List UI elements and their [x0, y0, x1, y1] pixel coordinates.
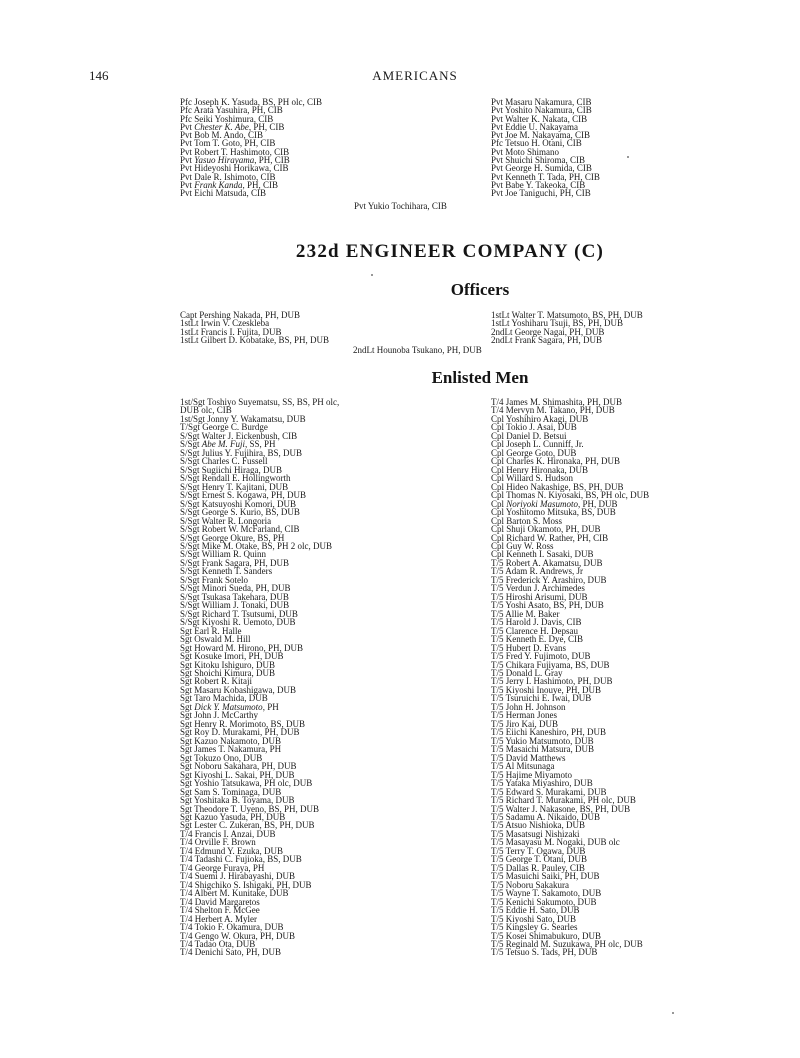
- print-speck: [672, 1012, 674, 1014]
- roster-entry: 1stLt Walter T. Matsumoto, BS, PH, DUB: [491, 310, 643, 320]
- roster-entry: Pvt Babe Y. Takeoka, CIB: [491, 179, 586, 190]
- roster-entry: T/4 James M. Shimashita, PH, DUB: [491, 397, 623, 407]
- roster-entry: Pvt Joe Taniguchi, PH, CIB: [491, 188, 591, 199]
- roster-entry: Pvt Joe M. Nakayama, CIB: [491, 130, 590, 141]
- roster-entry: S/Sgt Frank Sagara, PH, DUB: [180, 557, 290, 568]
- roster-entry: S/Sgt Tsukasa Takehara, DUB: [180, 591, 289, 602]
- roster-entry: S/Sgt Robert W. McFarland, CIB: [180, 524, 300, 535]
- roster-entry: Pvt Masaru Nakamura, CIB: [491, 97, 592, 107]
- roster-entry: Pvt Kenneth T. Tada, PH, CIB: [491, 171, 600, 182]
- enlisted-left-column: [180, 398, 339, 957]
- roster-entry: S/Sgt Charles C. Fussell: [180, 456, 268, 467]
- roster-entry: S/Sgt Henry T. Kajitani, DUB: [180, 481, 289, 492]
- roster-entry: S/Sgt Frank Sotelo: [180, 574, 249, 585]
- roster-entry: Cpl Joseph L. Cunniff, Jr.: [491, 439, 584, 450]
- roster-entry: T/4 Mervyn M. Takano, PH, DUB: [491, 405, 615, 416]
- roster-entry: Pvt Tom T. Goto, PH, CIB: [180, 138, 276, 149]
- roster-entry: T/5 Walter J. Nakasone, BS, PH, DUB: [491, 803, 631, 814]
- company-title: 232d ENGINEER COMPANY (C): [295, 241, 605, 262]
- roster-entry: Sgt Roy D. Murakami, PH, DUB: [180, 727, 300, 738]
- roster-entry: Pvt Yoshito Nakamura, CIB: [491, 105, 592, 116]
- roster-entry: T/5 Herman Jones: [491, 710, 557, 721]
- roster-entry: Sgt Taro Machida, DUB: [180, 693, 268, 704]
- roster-entry: S/Sgt Kiyoshi R. Uemoto, DUB: [180, 617, 296, 628]
- roster-entry: Sgt Henry R. Morimoto, BS, DUB: [180, 718, 306, 729]
- roster-entry: T/5 George T. Otani, DUB: [491, 854, 587, 865]
- roster-entry: T/5 Wayne T. Sakamoto, DUB: [491, 888, 602, 899]
- roster-entry: T/5 Atsuo Nishioka, DUB: [491, 820, 586, 831]
- enlisted-right-column: [491, 398, 649, 957]
- roster-entry: 1st/Sgt Jonny Y. Wakamatsu, DUB: [180, 413, 306, 424]
- roster-entry: Cpl Noriyoki Masumoto, PH, DUB: [491, 498, 618, 509]
- roster-entry: T/5 Adam R. Andrews, Jr: [491, 566, 583, 577]
- roster-entry: T/5 Donald L. Gray: [491, 668, 563, 678]
- roster-entry: S/Sgt Walter R. Longoria: [180, 515, 272, 526]
- roster-entry: Sgt Masaru Kobashigawa, DUB: [180, 684, 296, 695]
- roster-entry: T/5 Yataka Miyashiro, DUB: [491, 778, 593, 789]
- roster-entry: Sgt Theodore T. Uyeno, BS, PH, DUB: [180, 803, 320, 814]
- roster-entry: S/Sgt Minori Sueda, PH, DUB: [180, 583, 291, 594]
- roster-entry: Sgt Yoshitaka B. Toyama, DUB: [180, 795, 295, 806]
- roster-entry: T/5 Richard T. Murakami, PH olc, DUB: [491, 795, 636, 806]
- roster-entry: T/5 Kiyoshi Sato, DUB: [491, 913, 577, 924]
- roster-entry: T/5 Terry T. Ogawa, DUB: [491, 845, 586, 856]
- roster-entry: 1stLt Gilbert D. Kobatake, BS, PH, DUB: [180, 334, 329, 345]
- roster-entry: T/5 Kenichi Sakumoto, DUB: [491, 896, 597, 907]
- roster-entry: Pvt Bob M. Ando, CIB: [180, 130, 264, 141]
- roster-entry: Sgt Yoshio Tatsukawa, PH olc, DUB: [180, 778, 313, 789]
- roster-entry: S/Sgt George Okure, BS, PH: [180, 532, 285, 543]
- roster-entry: Pvt Moto Shimano: [491, 146, 560, 157]
- roster-entry: T/5 Al Mitsunaga: [491, 761, 555, 772]
- roster-entry: Cpl Thomas N. Kiyosaki, BS, PH olc, DUB: [491, 490, 650, 501]
- roster-top-centered-entry: Pvt Yukio Tochihara, CIB: [354, 201, 447, 211]
- roster-entry: T/5 Frederick Y. Arashiro, DUB: [491, 574, 607, 585]
- roster-entry: Cpl Guy W. Ross: [491, 540, 554, 551]
- roster-entry: S/Sgt Ernest S. Kogawa, PH, DUB: [180, 490, 307, 501]
- roster-entry: Sgt Kosuke Imori, PH, DUB: [180, 651, 284, 662]
- roster-entry: Pfc Joseph K. Yasuda, BS, PH olc, CIB: [180, 97, 323, 107]
- roster-entry: S/Sgt Julius Y. Fujihira, BS, DUB: [180, 447, 303, 458]
- roster-entry: Cpl George Goto, DUB: [491, 447, 577, 458]
- print-speck: [627, 156, 629, 158]
- roster-entry: S/Sgt Walter J. Eickenbush, CIB: [180, 430, 298, 441]
- roster-entry: T/4 Orville F. Brown: [180, 837, 256, 848]
- roster-entry: Sgt Kitoku Ishiguro, DUB: [180, 659, 276, 670]
- roster-entry: Pfc Tetsuo H. Otani, CIB: [491, 138, 582, 149]
- roster-entry: T/5 Fred Y. Fujimoto, DUB: [491, 651, 591, 662]
- roster-entry: T/4 Tokio F. Okamura, DUB: [180, 922, 284, 933]
- roster-entry: Sgt Lester C. Zukeran, BS, PH, DUB: [180, 820, 315, 831]
- roster-entry: T/5 Clarence H. Depsau: [491, 625, 578, 636]
- roster-entry: T/5 Reginald M. Suzukawa, PH olc, DUB: [491, 939, 643, 949]
- roster-entry: T/5 Jerry I. Hashimoto, PH, DUB: [491, 676, 613, 687]
- roster-entry: Cpl Henry Hironaka, DUB: [491, 464, 588, 475]
- roster-entry: Pvt Shuichi Shiroma, CIB: [491, 155, 586, 166]
- roster-entry: T/4 Tadao Ota, DUB: [180, 939, 256, 949]
- roster-entry: Sgt Howard M. Hirono, PH, DUB: [180, 642, 304, 653]
- roster-entry: S/Sgt Kenneth T. Sanders: [180, 566, 273, 577]
- roster-entry: Sgt John J. McCarthy: [180, 710, 259, 721]
- roster-entry: T/5 Edward S. Murakami, DUB: [491, 786, 607, 797]
- roster-entry: Pvt Eddie U. Nakayama: [491, 121, 578, 132]
- page-number: 146: [89, 68, 109, 83]
- roster-entry: Sgt James T. Nakamura, PH: [180, 744, 282, 755]
- roster-entry: 2ndLt Frank Sagara, PH, DUB: [491, 334, 602, 345]
- roster-entry: Pvt Frank Kanda, PH, CIB: [180, 179, 279, 190]
- roster-top-right-column: [491, 98, 600, 198]
- roster-entry: T/5 Masayasu M. Nogaki, DUB olc: [491, 837, 620, 848]
- roster-entry: Sgt Earl R. Halle: [180, 625, 242, 636]
- roster-entry: T/4 Gengo W. Okura, PH, DUB: [180, 930, 295, 941]
- roster-entry: Pvt Eichi Matsuda, CIB: [180, 188, 266, 199]
- roster-entry: Cpl Tokio J. Asai, DUB: [491, 422, 577, 433]
- roster-entry: Cpl Barton S. Moss: [491, 515, 563, 526]
- roster-entry: Pvt Chester K. Abe, PH, CIB: [180, 121, 285, 132]
- roster-entry: DUB olc, CIB: [180, 405, 232, 416]
- roster-entry: T/4 Denichi Sato, PH, DUB: [180, 947, 281, 958]
- roster-entry: S/Sgt Rendall E. Hollingworth: [180, 473, 291, 484]
- roster-entry: T/5 David Matthews: [491, 752, 566, 763]
- officers-right-column: [491, 311, 643, 344]
- roster-entry: Pfc Seiki Yoshimura, CIB: [180, 113, 274, 124]
- roster-entry: T/5 Kosei Shimabukuro, DUB: [491, 930, 601, 941]
- roster-entry: T/5 Hiroshi Arisumi, DUB: [491, 591, 588, 602]
- roster-entry: T/5 Yukio Matsumoto, DUB: [491, 735, 594, 746]
- roster-entry: 1stLt Yoshiharu Tsuji, BS, PH, DUB: [491, 318, 623, 329]
- roster-entry: S/Sgt Sugiichi Hiraga, DUB: [180, 464, 283, 475]
- roster-entry: T/5 Masuichi Saiki, PH, DUB: [491, 871, 600, 882]
- officers-centered-entry: 2ndLt Hounoba Tsukano, PH, DUB: [353, 345, 482, 355]
- roster-entry: Cpl Hideo Nakashige, BS, PH, DUB: [491, 481, 624, 492]
- roster-entry: T/4 David Margaretos: [180, 896, 260, 907]
- roster-entry: T/5 Sadamu A. Nikaido, DUB: [491, 811, 600, 822]
- roster-entry: S/Sgt William R. Quinn: [180, 549, 266, 560]
- roster-entry: Cpl Daniel D. Betsui: [491, 430, 567, 441]
- roster-entry: 2ndLt George Nagai, PH, DUB: [491, 326, 605, 337]
- roster-entry: T/4 Edmund Y. Ezuka, DUB: [180, 845, 283, 856]
- enlisted-heading: Enlisted Men: [431, 368, 529, 387]
- roster-entry: Cpl Richard W. Rather, PH, CIB: [491, 532, 609, 543]
- roster-entry: Sgt Robert R. Kitaji: [180, 676, 252, 687]
- roster-entry: T/4 Tadashi C. Fujioka, BS, DUB: [180, 854, 302, 865]
- roster-entry: T/5 Eddie H. Sato, DUB: [491, 905, 580, 916]
- roster-entry: Cpl Charles K. Hironaka, PH, DUB: [491, 456, 620, 467]
- roster-entry: T/5 John H. Johnson: [491, 701, 566, 712]
- roster-entry: T/5 Masatsugi Nishizaki: [491, 828, 580, 839]
- roster-entry: Sgt Kazuo Yasuda, PH, DUB: [180, 811, 286, 822]
- roster-entry: T/5 Hajime Miyamoto: [491, 769, 572, 780]
- roster-entry: Cpl Shuji Okamoto, PH, DUB: [491, 524, 601, 535]
- roster-entry: Sgt Tokuzo Ono, DUB: [180, 752, 263, 763]
- roster-entry: Sgt Kiyoshi L. Sakai, PH, DUB: [180, 769, 295, 780]
- roster-entry: Pvt George H. Sumida, CIB: [491, 163, 592, 174]
- roster-entry: T/5 Noboru Sakakura: [491, 879, 569, 890]
- roster-entry: S/Sgt Abe M. Fuji, SS, PH: [180, 439, 276, 450]
- roster-entry: S/Sgt George S. Kurio, BS, DUB: [180, 507, 300, 518]
- roster-entry: 1stLt Francis I. Fujita, DUB: [180, 326, 282, 337]
- roster-entry: T/5 Hubert D. Evans: [491, 642, 566, 653]
- roster-entry: T/5 Masaichi Matsura, DUB: [491, 744, 594, 755]
- roster-entry: T/5 Kingsley G. Searles: [491, 922, 578, 933]
- roster-entry: T/4 George Furaya, PH: [180, 862, 265, 873]
- roster-entry: Sgt Sam S. Tominaga, DUB: [180, 786, 282, 797]
- roster-entry: Sgt Kazuo Nakamoto, DUB: [180, 735, 281, 746]
- roster-entry: Sgt Dick Y. Matsumoto, PH: [180, 701, 279, 712]
- roster-entry: T/5 Chikara Fujiyama, BS, DUB: [491, 659, 610, 670]
- roster-entry: T/5 Allie M. Baker: [491, 608, 560, 619]
- roster-entry: T/5 Yoshi Asato, BS, PH, DUB: [491, 600, 604, 611]
- roster-entry: Cpl Kenneth I. Sasaki, DUB: [491, 549, 594, 560]
- roster-entry: Sgt Noboru Sakahara, PH, DUB: [180, 761, 297, 772]
- officers-left-column: [180, 311, 329, 344]
- roster-entry: T/4 Shigchiko S. Ishigaki, PH, DUB: [180, 879, 312, 890]
- roster-entry: Pvt Hideyoshi Horikawa, CIB: [180, 163, 289, 174]
- roster-entry: T/5 Robert A. Akamatsu, DUB: [491, 557, 603, 568]
- roster-entry: 1st/Sgt Toshiyo Suyematsu, SS, BS, PH olc,: [180, 397, 340, 407]
- roster-entry: T/4 Herbert A. Myler: [180, 913, 257, 924]
- roster-entry: T/4 Albert M. Kunitake, DUB: [180, 888, 289, 899]
- roster-entry: Cpl Willard S. Hudson: [491, 473, 573, 484]
- roster-top-left-column: [180, 98, 322, 198]
- officers-heading: Officers: [450, 280, 510, 299]
- roster-entry: S/Sgt William J. Tonaki, DUB: [180, 600, 290, 611]
- roster-entry: T/5 Jiro Kai, DUB: [491, 718, 558, 729]
- running-title: AMERICANS: [372, 68, 458, 83]
- roster-entry: Sgt Oswald M. Hill: [180, 634, 251, 645]
- roster-entry: T/5 Kiyoshi Inouye, PH, DUB: [491, 684, 601, 695]
- roster-entry: S/Sgt Katsuyoshi Komori, DUB: [180, 498, 297, 509]
- roster-entry: Pfc Arata Yasuhira, PH, CIB: [180, 105, 283, 116]
- roster-entry: T/5 Tetsuo S. Tads, PH, DUB: [491, 947, 598, 958]
- roster-entry: T/5 Harold J. Davis, CIB: [491, 617, 582, 628]
- roster-entry: T/4 Francis I. Anzai, DUB: [180, 828, 276, 839]
- roster-entry: 1stLt Irwin V. Czeskleba: [180, 318, 270, 329]
- roster-entry: Pvt Walter K. Nakata, CIB: [491, 113, 588, 124]
- roster-entry: Pvt Yasuo Hirayama, PH, CIB: [180, 155, 290, 166]
- roster-entry: Cpl Yoshitomo Mitsuka, BS, DUB: [491, 507, 616, 518]
- roster-entry: Pvt Robert T. Hashimoto, CIB: [180, 146, 290, 157]
- roster-entry: Cpl Yoshihiro Akagi, DUB: [491, 413, 589, 424]
- roster-entry: T/Sgt George C. Burdge: [180, 422, 268, 433]
- roster-entry: S/Sgt Richard T. Tsutsumi, DUB: [180, 608, 298, 619]
- roster-entry: Capt Pershing Nakada, PH, DUB: [180, 310, 300, 320]
- roster-entry: T/5 Kenneth E. Dye, CIB: [491, 634, 583, 645]
- roster-entry: S/Sgt Mike M. Otake, BS, PH 2 olc, DUB: [180, 540, 333, 551]
- print-speck: [371, 274, 373, 276]
- roster-entry: T/4 Suemi J. Hirabayashi, DUB: [180, 871, 295, 882]
- roster-entry: T/5 Tsuruichi E. Iwai, DUB: [491, 693, 592, 704]
- roster-entry: Pvt Dale R. Ishimoto, CIB: [180, 171, 276, 182]
- roster-entry: T/5 Dallas R. Pauley, CIB: [491, 862, 585, 873]
- roster-entry: T/5 Eiichi Kaneshiro, PH, DUB: [491, 727, 606, 738]
- roster-entry: T/5 Verdun J. Archimedes: [491, 583, 585, 594]
- roster-entry: Sgt Shoichi Kimura, DUB: [180, 668, 276, 678]
- roster-entry: T/4 Shelton F. McGee: [180, 905, 260, 916]
